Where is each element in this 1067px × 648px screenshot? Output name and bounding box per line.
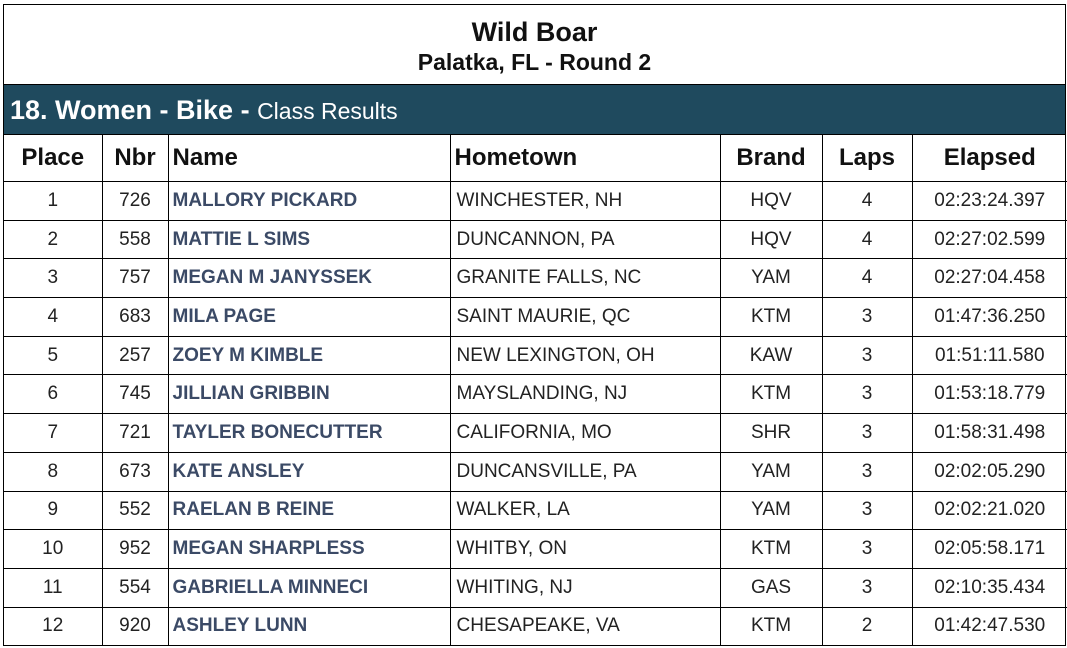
table-row xyxy=(4,491,1067,530)
cell-place: 3 xyxy=(4,259,102,298)
cell-hometown: CALIFORNIA, MO xyxy=(450,414,720,453)
table-row xyxy=(4,607,1067,645)
cell-hometown: NEW LEXINGTON, OH xyxy=(450,336,720,375)
cell-place: 11 xyxy=(4,568,102,607)
column-header-laps: Laps xyxy=(822,135,912,182)
cell-elapsed: 02:10:35.434 xyxy=(912,568,1067,607)
cell-brand: KTM xyxy=(720,607,822,645)
cell-hometown: WINCHESTER, NH xyxy=(450,182,720,221)
cell-elapsed: 01:51:11.580 xyxy=(912,336,1067,375)
event-subtitle: Palatka, FL - Round 2 xyxy=(417,49,652,75)
cell-elapsed: 02:27:04.458 xyxy=(912,259,1067,298)
cell-elapsed: 01:47:36.250 xyxy=(912,298,1067,337)
cell-nbr: 745 xyxy=(102,375,168,414)
table-row xyxy=(4,182,1067,221)
cell-nbr: 952 xyxy=(102,530,168,569)
cell-nbr: 757 xyxy=(102,259,168,298)
cell-place: 12 xyxy=(4,607,102,645)
cell-laps: 3 xyxy=(822,530,912,569)
cell-brand: GAS xyxy=(720,568,822,607)
cell-brand: YAM xyxy=(720,452,822,491)
class-header-bar xyxy=(4,85,1065,135)
cell-rider-name: ZOEY M KIMBLE xyxy=(168,336,450,375)
column-header-name: Name xyxy=(168,135,450,182)
column-header-place: Place xyxy=(4,135,102,182)
cell-place: 2 xyxy=(4,220,102,259)
header-row xyxy=(4,135,1067,182)
cell-elapsed: 02:02:21.020 xyxy=(912,491,1067,530)
cell-brand: KTM xyxy=(720,375,822,414)
cell-elapsed: 02:02:05.290 xyxy=(912,452,1067,491)
table-row xyxy=(4,220,1067,259)
cell-hometown: DUNCANNON, PA xyxy=(450,220,720,259)
cell-rider-name: TAYLER BONECUTTER xyxy=(168,414,450,453)
cell-brand: HQV xyxy=(720,182,822,221)
table-row xyxy=(4,568,1067,607)
cell-nbr: 552 xyxy=(102,491,168,530)
table-row xyxy=(4,375,1067,414)
cell-place: 10 xyxy=(4,530,102,569)
cell-rider-name: MALLORY PICKARD xyxy=(168,182,450,221)
cell-elapsed: 02:27:02.599 xyxy=(912,220,1067,259)
cell-place: 1 xyxy=(4,182,102,221)
table-row xyxy=(4,530,1067,569)
cell-nbr: 558 xyxy=(102,220,168,259)
cell-elapsed: 01:42:47.530 xyxy=(912,607,1067,645)
cell-nbr: 554 xyxy=(102,568,168,607)
class-results-label: Class Results xyxy=(257,98,398,124)
cell-place: 6 xyxy=(4,375,102,414)
cell-laps: 4 xyxy=(822,182,912,221)
cell-hometown: SAINT MAURIE, QC xyxy=(450,298,720,337)
cell-laps: 3 xyxy=(822,298,912,337)
column-header-elapsed: Elapsed xyxy=(912,135,1067,182)
cell-rider-name: MILA PAGE xyxy=(168,298,450,337)
class-name: 18. Women - Bike - xyxy=(10,95,258,125)
cell-hometown: WHITING, NJ xyxy=(450,568,720,607)
cell-laps: 3 xyxy=(822,336,912,375)
cell-laps: 2 xyxy=(822,607,912,645)
column-header-nbr: Nbr xyxy=(102,135,168,182)
cell-nbr: 257 xyxy=(102,336,168,375)
cell-rider-name: GABRIELLA MINNECI xyxy=(168,568,450,607)
cell-brand: KTM xyxy=(720,530,822,569)
cell-hometown: WALKER, LA xyxy=(450,491,720,530)
cell-brand: SHR xyxy=(720,414,822,453)
event-header xyxy=(4,5,1065,85)
cell-nbr: 726 xyxy=(102,182,168,221)
event-title: Wild Boar xyxy=(471,17,598,47)
table-row xyxy=(4,298,1067,337)
cell-nbr: 721 xyxy=(102,414,168,453)
cell-nbr: 920 xyxy=(102,607,168,645)
cell-elapsed: 01:53:18.779 xyxy=(912,375,1067,414)
cell-rider-name: MATTIE L SIMS xyxy=(168,220,450,259)
cell-laps: 4 xyxy=(822,259,912,298)
cell-rider-name: RAELAN B REINE xyxy=(168,491,450,530)
cell-nbr: 683 xyxy=(102,298,168,337)
cell-rider-name: MEGAN M JANYSSEK xyxy=(168,259,450,298)
cell-brand: KTM xyxy=(720,298,822,337)
cell-rider-name: ASHLEY LUNN xyxy=(168,607,450,645)
cell-place: 8 xyxy=(4,452,102,491)
cell-hometown: CHESAPEAKE, VA xyxy=(450,607,720,645)
cell-rider-name: KATE ANSLEY xyxy=(168,452,450,491)
cell-laps: 3 xyxy=(822,414,912,453)
cell-rider-name: MEGAN SHARPLESS xyxy=(168,530,450,569)
cell-brand: KAW xyxy=(720,336,822,375)
cell-hometown: GRANITE FALLS, NC xyxy=(450,259,720,298)
column-header-brand: Brand xyxy=(720,135,822,182)
cell-place: 9 xyxy=(4,491,102,530)
cell-hometown: MAYSLANDING, NJ xyxy=(450,375,720,414)
cell-elapsed: 01:58:31.498 xyxy=(912,414,1067,453)
cell-elapsed: 02:23:24.397 xyxy=(912,182,1067,221)
cell-brand: YAM xyxy=(720,259,822,298)
cell-hometown: WHITBY, ON xyxy=(450,530,720,569)
cell-laps: 3 xyxy=(822,491,912,530)
results-table xyxy=(4,135,1067,645)
cell-hometown: DUNCANSVILLE, PA xyxy=(450,452,720,491)
cell-elapsed: 02:05:58.171 xyxy=(912,530,1067,569)
table-row xyxy=(4,414,1067,453)
cell-place: 4 xyxy=(4,298,102,337)
table-row xyxy=(4,452,1067,491)
cell-brand: HQV xyxy=(720,220,822,259)
cell-nbr: 673 xyxy=(102,452,168,491)
results-sheet xyxy=(3,4,1066,646)
table-row xyxy=(4,259,1067,298)
cell-place: 7 xyxy=(4,414,102,453)
cell-laps: 3 xyxy=(822,375,912,414)
table-row xyxy=(4,336,1067,375)
cell-brand: YAM xyxy=(720,491,822,530)
cell-rider-name: JILLIAN GRIBBIN xyxy=(168,375,450,414)
cell-laps: 4 xyxy=(822,220,912,259)
column-header-hometown: Hometown xyxy=(450,135,720,182)
cell-laps: 3 xyxy=(822,568,912,607)
cell-laps: 3 xyxy=(822,452,912,491)
cell-place: 5 xyxy=(4,336,102,375)
